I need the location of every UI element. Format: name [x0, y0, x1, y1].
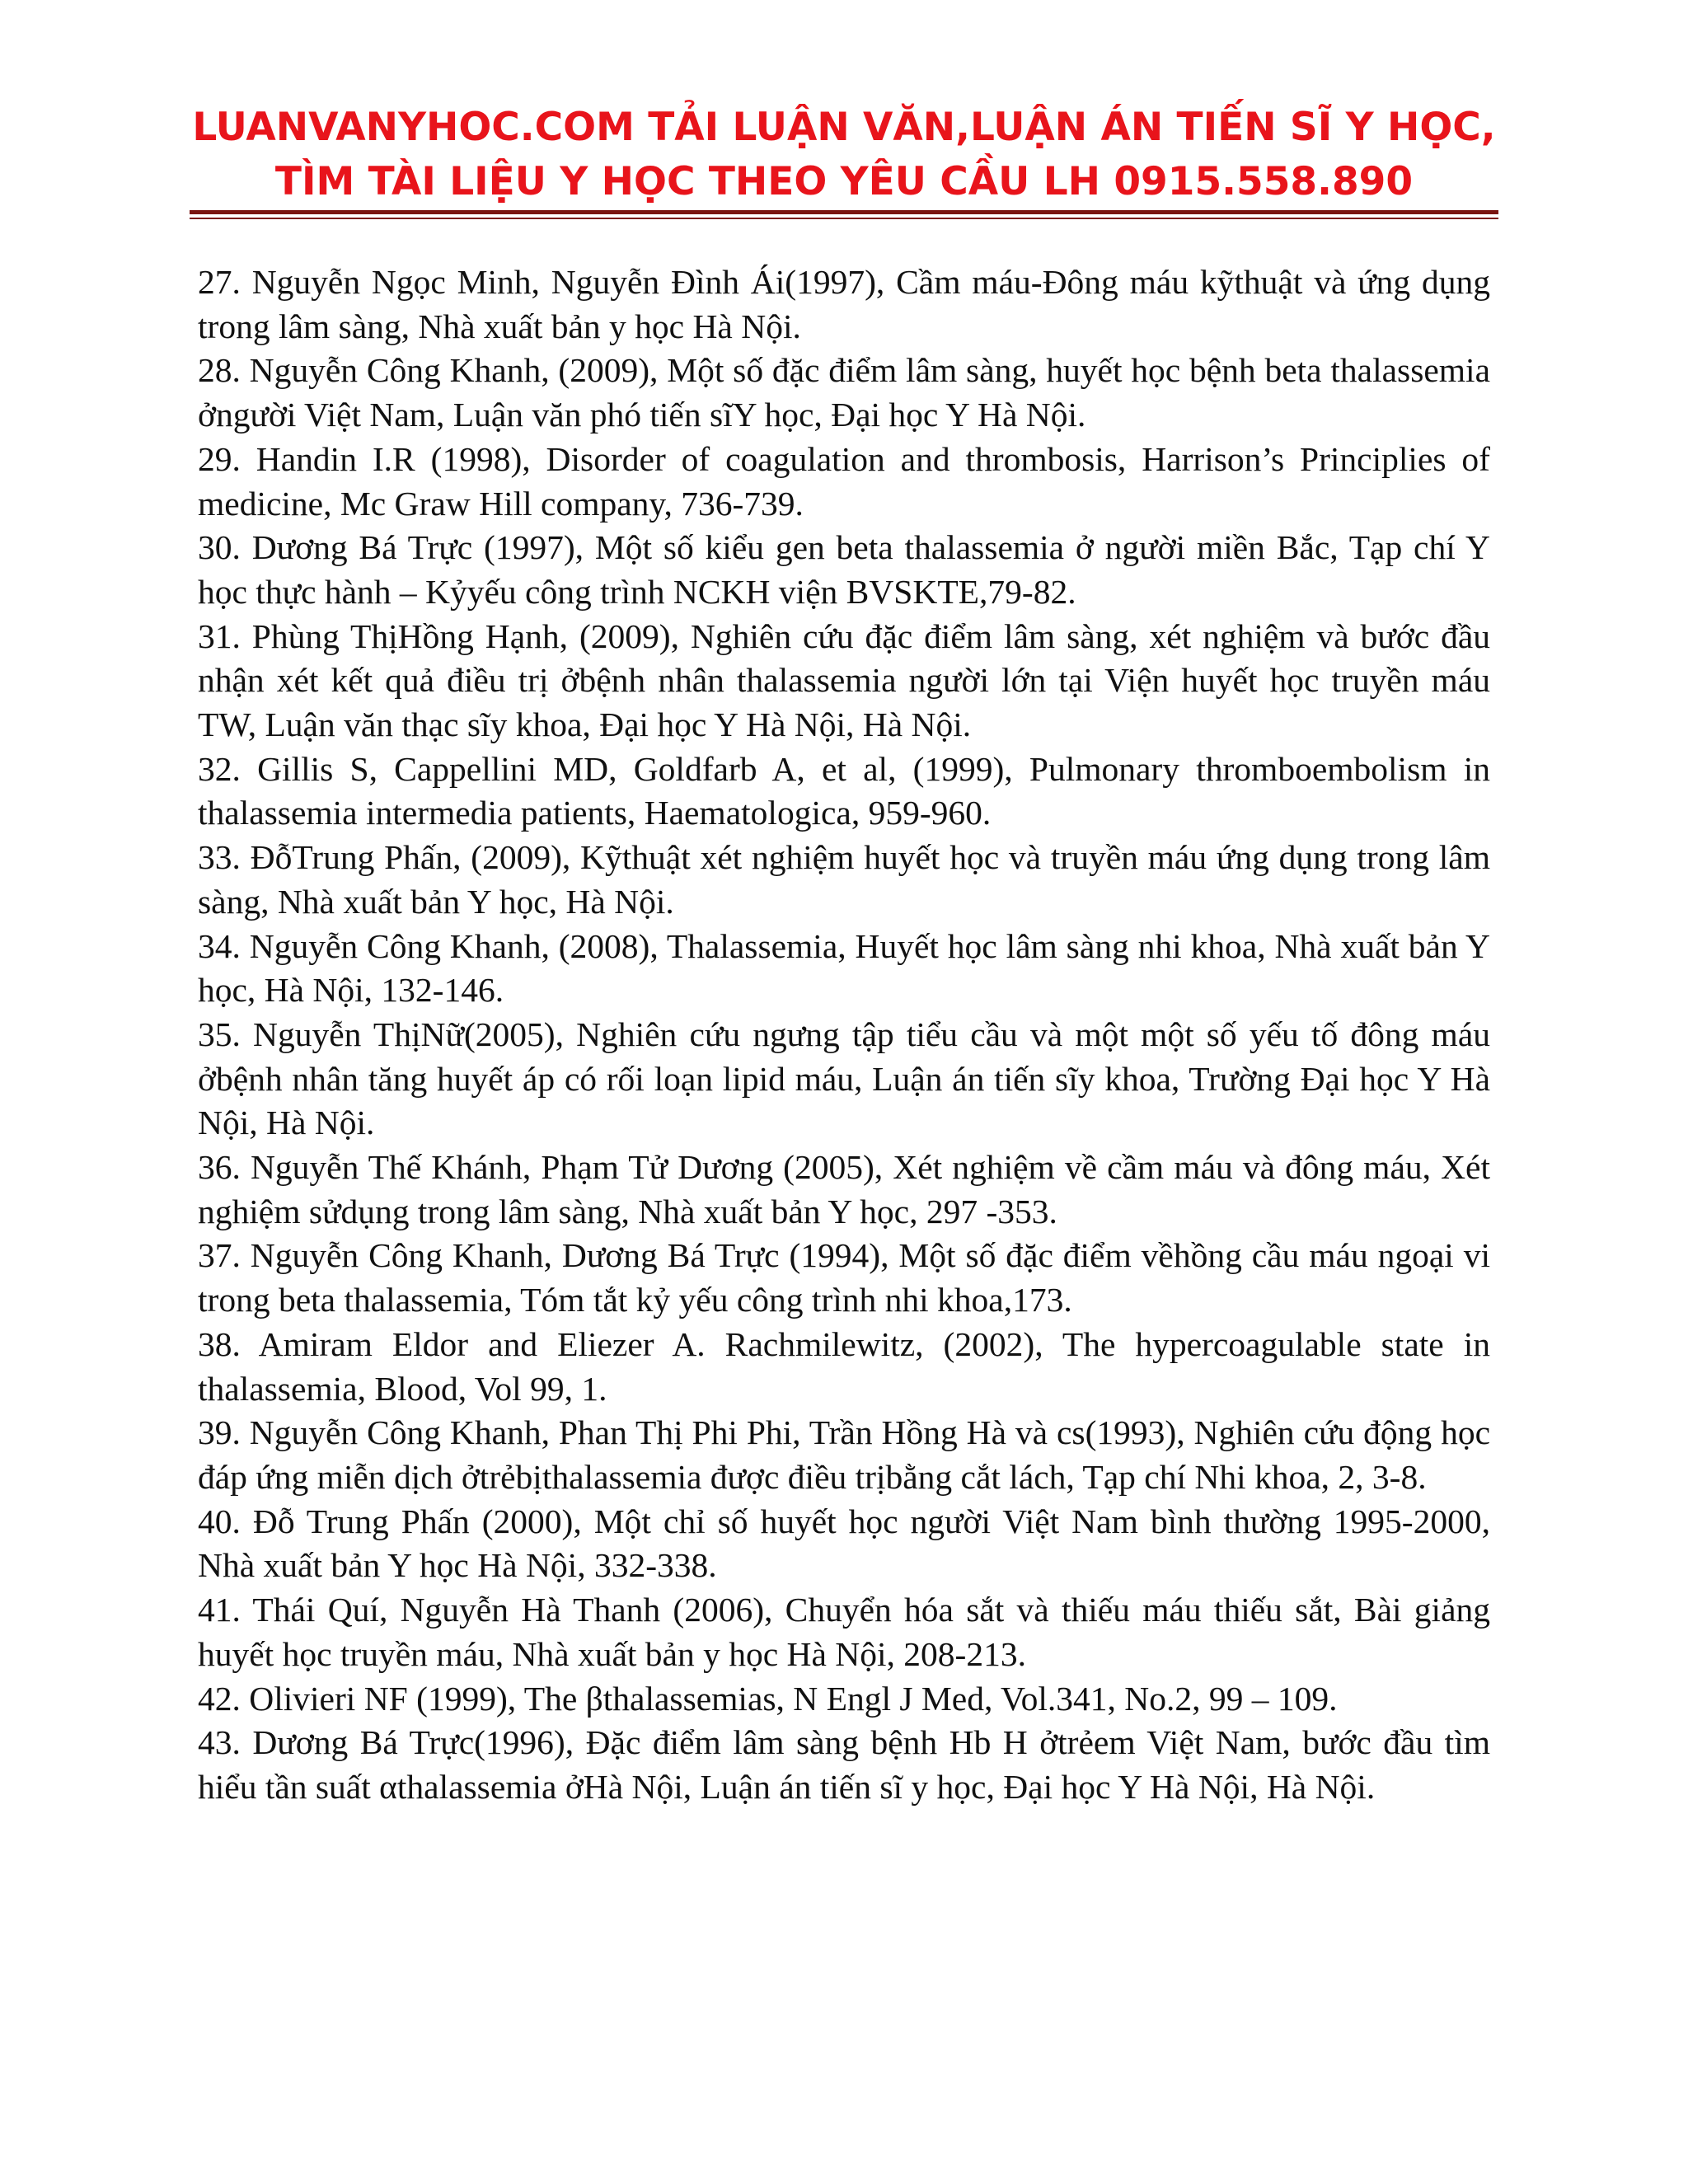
reference-27: 27. Nguyễn Ngọc Minh, Nguyễn Đình Ái(1997), Cầm máu-Đông máu kỹthuật và ứng dụng trong lâm sàng, Nhà xuất bản y học Hà Nội. [198, 263, 1490, 345]
header-line-1: LUANVANYHOC.COM TẢI LUẬN VĂN,LUẬN ÁN TIẾN SĨ Y HỌC, [192, 105, 1496, 150]
header-rule-thick [190, 210, 1498, 214]
reference-35: 35. Nguyễn ThịNữ(2005), Nghiên cứu ngưng tập tiểu cầu và một một số yếu tố đông máu ởbệnh nhân tăng huyết áp có rối loạn lipid máu, Luận án tiến sĩy khoa, Trường Đại học Y Hà Nội, Hà Nội. [198, 1015, 1490, 1142]
reference-list [198, 260, 1490, 1810]
page-header [190, 101, 1498, 209]
reference-31: 31. Phùng ThịHồng Hạnh, (2009), Nghiên cứu đặc điểm lâm sàng, xét nghiệm và bước đầu nhận xét kết quả điều trị ởbệnh nhân thalassemia người lớn tại Viện huyết học truyền máu TW, Luận văn thạc sĩy khoa, Đại học Y Hà Nội, Hà Nội. [198, 616, 1490, 744]
reference-40: 40. Đỗ Trung Phấn (2000), Một chỉ số huyết học người Việt Nam bình thường 1995-2000, Nhà xuất bản Y học Hà Nội, 332-338. [198, 1502, 1490, 1585]
reference-34: 34. Nguyễn Công Khanh, (2008), Thalassemia, Huyết học lâm sàng nhi khoa, Nhà xuất bản Y học, Hà Nội, 132-146. [198, 926, 1490, 1010]
reference-37: 37. Nguyễn Công Khanh, Dương Bá Trực (1994), Một số đặc điểm vềhồng cầu máu ngoại vi trong beta thalassemia, Tóm tắt kỷ yếu công trình nhi khoa,173. [198, 1236, 1490, 1319]
reference-28: 28. Nguyễn Công Khanh, (2009), Một số đặc điểm lâm sàng, huyết học bệnh beta thalassemia ởngười Việt Nam, Luận văn phó tiến sĩY học, Đại học Y Hà Nội. [198, 351, 1490, 434]
reference-38: 38. Amiram Eldor and Eliezer A. Rachmilewitz, (2002), The hypercoagulable state in thalassemia, Blood, Vol 99, 1. [198, 1324, 1490, 1408]
reference-32: 32. Gillis S, Cappellini MD, Goldfarb A, et al, (1999), Pulmonary thromboembolism in thalassemia intermedia patients, Haematologica, 959-960. [198, 749, 1490, 832]
reference-30: 30. Dương Bá Trực (1997), Một số kiểu gen beta thalassemia ở người miền Bắc, Tạp chí Y học thực hành – Kỷyếu công trình NCKH viện BVSKTE,79-82. [198, 528, 1490, 611]
reference-42: 42. Olivieri NF (1999), The βthalassemias, N Engl J Med, Vol.341, No.2, 99 – 109. [198, 1679, 1338, 1718]
header-rule-thin [190, 218, 1498, 219]
reference-43: 43. Dương Bá Trực(1996), Đặc điểm lâm sàng bệnh Hb H ởtrẻem Việt Nam, bước đầu tìm hiểu tần suất αthalassemia ởHà Nội, Luận án tiến sĩ y học, Đại học Y Hà Nội, Hà Nội. [198, 1723, 1490, 1806]
reference-33: 33. ĐỗTrung Phấn, (2009), Kỹthuật xét nghiệm huyết học và truyền máu ứng dụng trong lâm sàng, Nhà xuất bản Y học, Hà Nội. [198, 838, 1490, 921]
header-line-2: TÌM TÀI LIỆU Y HỌC THEO YÊU CẦU LH 0915.558.890 [274, 159, 1414, 204]
reference-29: 29. Handin I.R (1998), Disorder of coagulation and thrombosis, Harrison’s Principlies of medicine, Mc Graw Hill company, 736-739. [198, 439, 1490, 523]
reference-39: 39. Nguyễn Công Khanh, Phan Thị Phi Phi, Trần Hồng Hà và cs(1993), Nghiên cứu động học đáp ứng miễn dịch ởtrẻbịthalassemia được điều trịbằng cắt lách, Tạp chí Nhi khoa, 2, 3-8. [198, 1413, 1490, 1496]
reference-41: 41. Thái Quí, Nguyễn Hà Thanh (2006), Chuyển hóa sắt và thiếu máu thiếu sắt, Bài giảng huyết học truyền máu, Nhà xuất bản y học Hà Nội, 208-213. [198, 1591, 1490, 1673]
reference-36: 36. Nguyễn Thế Khánh, Phạm Tử Dương (2005), Xét nghiệm về cầm máu và đông máu, Xét nghiệm sửdụng trong lâm sàng, Nhà xuất bản Y học, 297 -353. [198, 1148, 1490, 1230]
